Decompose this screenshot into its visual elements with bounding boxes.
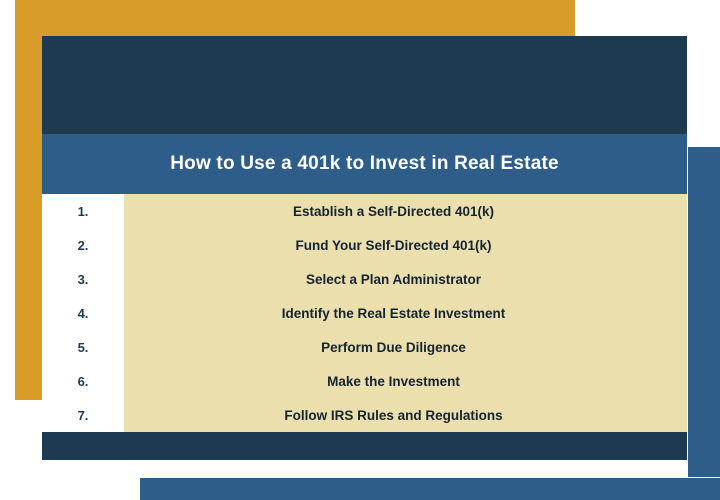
step-number: 1. xyxy=(77,203,89,219)
card-top-band xyxy=(42,36,687,98)
step-number: 4. xyxy=(77,305,89,321)
step-number: 5. xyxy=(77,339,89,355)
step-number: 3. xyxy=(77,271,89,287)
steps-list xyxy=(42,194,687,432)
step-label: Establish a Self-Directed 401(k) xyxy=(292,203,495,219)
list-item xyxy=(42,296,687,330)
list-item xyxy=(42,262,687,296)
list-item xyxy=(42,398,687,432)
list-item xyxy=(42,330,687,364)
step-label: Identify the Real Estate Investment xyxy=(281,305,506,321)
step-number: 6. xyxy=(77,373,89,389)
infographic-card xyxy=(42,36,687,460)
step-label: Select a Plan Administrator xyxy=(305,271,482,287)
list-item xyxy=(42,228,687,262)
page-title: How to Use a 401k to Invest in Real Estate xyxy=(170,153,559,174)
list-item xyxy=(42,194,687,228)
decorative-gold-top-bar xyxy=(15,0,575,36)
list-item xyxy=(42,364,687,398)
card-bottom-band xyxy=(42,432,687,460)
step-label: Perform Due Diligence xyxy=(321,339,466,355)
decorative-blue-bottom-bar xyxy=(140,478,720,500)
step-label: Follow IRS Rules and Regulations xyxy=(284,407,503,423)
title-banner xyxy=(42,134,687,194)
step-label: Make the Investment xyxy=(327,373,460,389)
step-number: 7. xyxy=(77,407,89,423)
decorative-blue-right-bar xyxy=(688,147,720,477)
step-label: Fund Your Self-Directed 401(k) xyxy=(295,237,492,253)
step-number: 2. xyxy=(77,237,89,253)
